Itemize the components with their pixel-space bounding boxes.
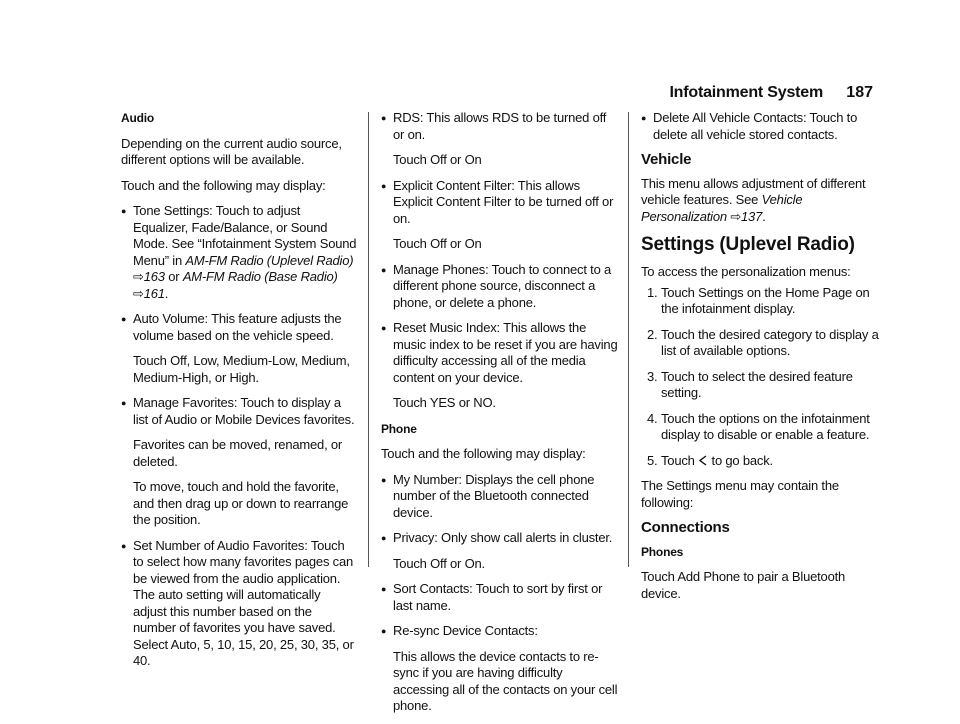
column-3 <box>641 110 881 611</box>
list-item: ● Tone Settings: Touch to adjust Equalizer, Fade/Balance, or Sound Mode. See “Infotainment System Sound Menu” in AM-FM Radio (Uplevel Radio) ⇨163 or AM-FM Radio (Base Radio) ⇨161. <box>121 203 357 302</box>
paragraph: This allows the device contacts to re-sync if you are having difficulty accessing all of the contacts on your cell phone. <box>393 648 618 713</box>
column-2 <box>381 110 618 724</box>
settings-heading: Settings (Uplevel Radio) <box>641 234 855 255</box>
list-item: ● Explicit Content Filter: This allows Explicit Content Filter to be turned off or on. <box>381 178 618 228</box>
column-divider <box>628 112 629 567</box>
paragraph: Touch Off or On <box>393 152 482 167</box>
list-item: 3. Touch to select the desired feature setting. <box>647 368 853 400</box>
paragraph: Favorites can be moved, renamed, or deleted. <box>133 437 343 469</box>
page-header <box>0 84 960 106</box>
list-item: ● My Number: Displays the cell phone number of the Bluetooth connected device. <box>381 472 618 522</box>
page-ref[interactable]: 163 <box>143 269 165 284</box>
phones-subheading: Phones <box>641 544 684 559</box>
column-divider <box>368 112 369 567</box>
section-title: Infotainment System <box>669 84 823 101</box>
list-item: ● Set Number of Audio Favorites: Touch to select how many favorites pages can be viewed from the audio application. The auto setting will automatically adjust this number based on the number of favorites you have saved. Select Auto, 5, 10, 15, 20, 25, 30, 35, or 40. <box>121 538 357 670</box>
back-chevron-icon <box>698 454 708 464</box>
page-number: 187 <box>846 84 873 101</box>
list-item: ● Reset Music Index: This allows the music index to be reset if you are having difficulty accessing all of the media content on your device. <box>381 320 618 386</box>
paragraph: Touch and the following may display: <box>121 177 326 193</box>
list-item: ● Delete All Vehicle Contacts: Touch to delete all vehicle stored contacts. <box>641 110 881 143</box>
paragraph: Touch Off or On <box>393 236 482 251</box>
cross-reference-link[interactable]: AM-FM Radio (Base Radio) <box>182 269 338 284</box>
paragraph: To move, touch and hold the favorite, and then drag up or down to rearrange the position. <box>133 479 349 527</box>
list-item: ● Manage Favorites: Touch to display a list of Audio or Mobile Devices favorites. <box>121 395 357 428</box>
paragraph: Touch Add Phone to pair a Bluetooth device. <box>641 569 846 601</box>
paragraph: Touch YES or NO. <box>393 395 496 410</box>
paragraph: To access the personalization menus: <box>641 264 851 279</box>
list-item: ● RDS: This allows RDS to be turned off or on. <box>381 110 618 143</box>
phone-heading: Phone <box>381 421 417 436</box>
list-item: ● Sort Contacts: Touch to sort by first or last name. <box>381 581 618 614</box>
list-item: 4. Touch the options on the infotainment display to disable or enable a feature. <box>647 410 870 442</box>
list-item: 1. Touch Settings on the Home Page on the infotainment display. <box>647 284 870 316</box>
paragraph: Depending on the current audio source, different options will be available. <box>121 135 342 167</box>
list-item: ● Re-sync Device Contacts: <box>381 623 618 640</box>
list-item: 2. Touch the desired category to display a list of available options. <box>647 326 879 358</box>
paragraph: Touch Off, Low, Medium-Low, Medium, Medium-High, or High. <box>133 353 350 385</box>
vehicle-heading: Vehicle <box>641 151 692 168</box>
paragraph: The Settings menu may contain the following: <box>641 478 839 510</box>
cross-reference-link[interactable]: AM-FM Radio (Uplevel Radio) <box>185 252 354 268</box>
list-item: ● Privacy: Only show call alerts in cluster. <box>381 530 618 547</box>
paragraph: This menu allows adjustment of different vehicle features. See Vehicle Personalization ⇨137. <box>641 175 866 224</box>
audio-heading: Audio <box>121 111 154 125</box>
ref-arrow-icon: ⇨ <box>730 208 742 224</box>
list-item: ● Manage Phones: Touch to connect to a different phone source, disconnect a phone, or delete a phone. <box>381 262 618 312</box>
ref-arrow-icon: ⇨ <box>133 285 144 301</box>
paragraph: Touch and the following may display: <box>381 446 586 461</box>
cross-reference-link[interactable]: Vehicle Personalization <box>641 192 803 224</box>
list-item: 5. Touch to go back. <box>647 452 773 468</box>
paragraph: Touch Off or On. <box>393 555 485 571</box>
column-1 <box>121 110 357 679</box>
list-item: ● Auto Volume: This feature adjusts the volume based on the vehicle speed. <box>121 311 357 344</box>
connections-heading: Connections <box>641 519 730 536</box>
page-ref[interactable]: 137 <box>741 208 763 224</box>
page-ref[interactable]: 161 <box>143 285 165 301</box>
ref-arrow-icon: ⇨ <box>133 269 144 284</box>
